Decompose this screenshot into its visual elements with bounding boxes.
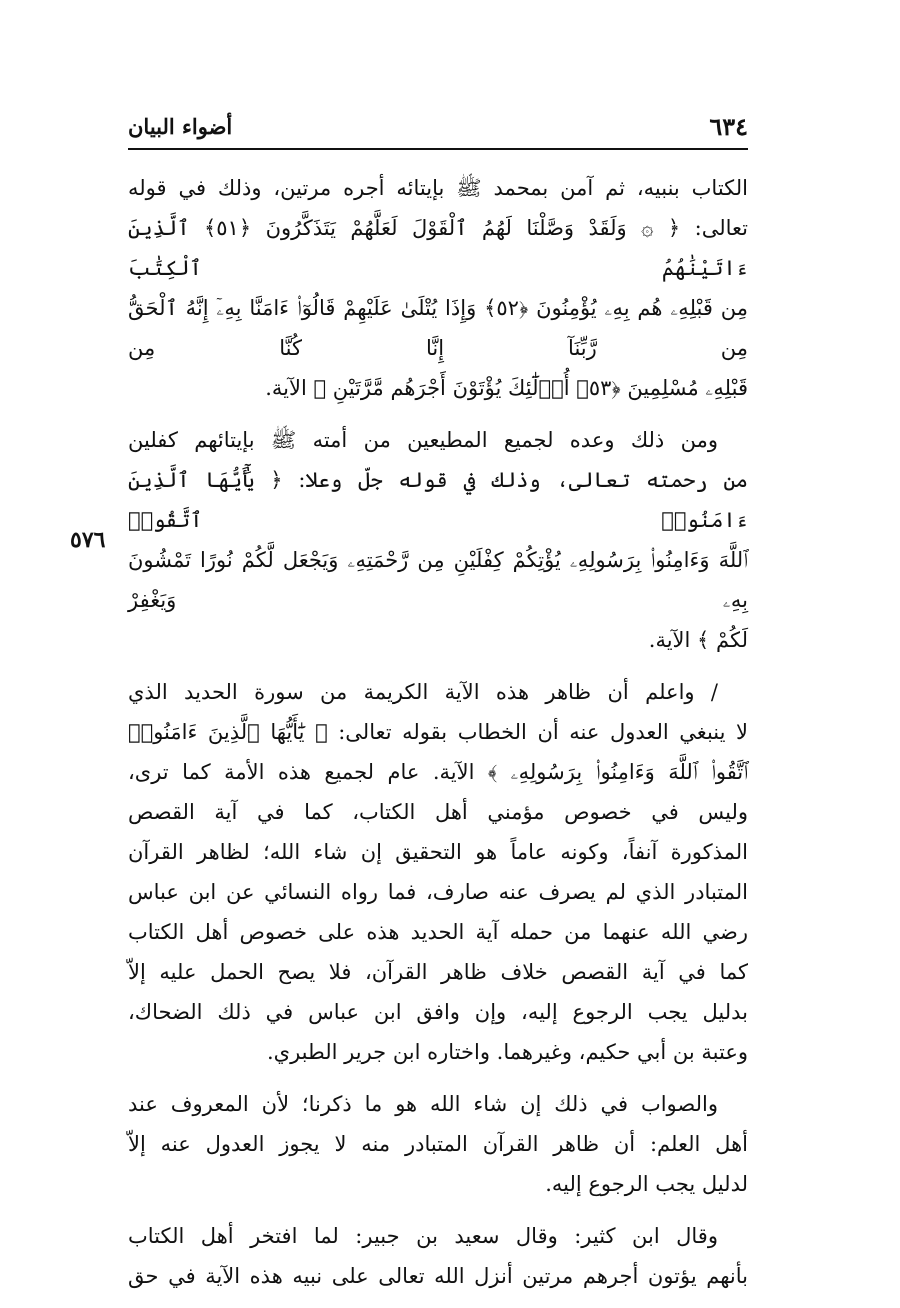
text-line: والصواب في ذلك إن شاء الله هو ما ذكرنا؛ لأن المعروف عند <box>128 1092 718 1116</box>
text-line: من رحمته تعالى، وذلك في قوله جلّ وعلا: ﴿ يَٰٓأَيُّهَا ٱلَّذِينَ ءَامَنُوا۟ ٱتَّقُوا۟ <box>128 468 748 532</box>
text-line: لَكُمْ ﴾ الآية. <box>648 628 748 652</box>
paragraph-2 <box>128 420 748 660</box>
paragraph-4 <box>128 1084 748 1204</box>
page-number: ٦٣٤ <box>709 112 748 141</box>
text-line: المتبادر الذي لم يصرف عنه صارف، فما رواه النسائي عن ابن عباس <box>128 880 748 904</box>
text-line: لا ينبغي العدول عنه أن الخطاب بقوله تعالى: ﴿ يَٰٓأَيُّهَا ٱلَّذِينَ ءَامَنُوا۟ <box>128 720 748 744</box>
margin-page-number: ٥٧٦ <box>70 527 106 553</box>
text-line: ٱتَّقُوا۟ ٱللَّهَ وَءَامِنُوا۟ بِرَسُولِهِۦ ﴾ الآية. عام لجميع هذه الأمة كما ترى، <box>128 760 748 784</box>
text-line: أهل العلم: أن ظاهر القرآن المتبادر منه لا يجوز العدول عنه إلاّ <box>128 1132 748 1156</box>
paragraph-3 <box>128 672 748 1072</box>
text-line: لدليل يجب الرجوع إليه. <box>545 1172 748 1196</box>
text-line: مِن قَبْلِهِۦ هُم بِهِۦ يُؤْمِنُونَ ﴿٥٢﴾ وَإِذَا يُتْلَىٰ عَلَيْهِمْ قَالُوٓا۟ ءَامَنَّا بِهِۦٓ إِنَّهُ ٱلْحَقُّ مِن رَّبِّنَآ إِنَّا كُنَّا مِن <box>128 296 748 360</box>
page-body <box>128 168 748 1308</box>
text-line: وعتبة بن أبي حكيم، وغيرهما. واختاره ابن جرير الطبري. <box>266 1040 748 1064</box>
text-line: بدليل يجب الرجوع إليه، وإن وافق ابن عباس في ذلك الضحاك، <box>128 1000 748 1024</box>
text-line: ومن ذلك وعده لجميع المطيعين من أمته ﷺ بإيتائهم كفلين <box>128 428 718 452</box>
book-title: أضواء البيان <box>128 114 233 139</box>
text-line: الكتاب بنبيه، ثم آمن بمحمد ﷺ بإيتائه أجره مرتين، وذلك في قوله <box>128 176 748 200</box>
paragraph-1 <box>128 168 748 408</box>
text-line: كما في آية القصص خلاف ظاهر القرآن، فلا يصح الحمل عليه إلاّ <box>128 960 748 984</box>
text-line: وقال ابن كثير: وقال سعيد بن جبير: لما افتخر أهل الكتاب <box>128 1224 718 1248</box>
text-line: تعالى: ﴿ ۞ وَلَقَدْ وَصَّلْنَا لَهُمُ ٱلْقَوْلَ لَعَلَّهُمْ يَتَذَكَّرُونَ ﴿٥١﴾ ٱلَّذِينَ ءَاتَيْنَٰهُمُ ٱلْكِتَٰبَ <box>128 216 748 280</box>
text-line: ٱللَّهَ وَءَامِنُوا۟ بِرَسُولِهِۦ يُؤْتِكُمْ كِفْلَيْنِ مِن رَّحْمَتِهِۦ وَيَجْعَل لَّكُمْ نُورًا تَمْشُونَ بِهِۦ وَيَغْفِرْ <box>128 548 748 612</box>
paragraph-5 <box>128 1216 748 1296</box>
text-line: / واعلم أن ظاهر هذه الآية الكريمة من سورة الحديد الذي <box>128 680 718 704</box>
page-header <box>128 112 748 150</box>
text-line: رضي الله عنهما من حمله آية الحديد هذه على خصوص أهل الكتاب <box>128 920 749 944</box>
text-line: بأنهم يؤتون أجرهم مرتين أنزل الله تعالى على نبيه هذه الآية في حق <box>128 1264 748 1288</box>
text-line: وليس في خصوص مؤمني أهل الكتاب، كما في آية القصص <box>128 800 748 824</box>
text-line: المذكورة آنفاً، وكونه عاماً هو التحقيق إن شاء الله؛ لظاهر القرآن <box>128 840 748 864</box>
text-line: قَبْلِهِۦ مُسْلِمِينَ ﴿٥٣﴾ أُو۟لَٰٓئِكَ يُؤْتَوْنَ أَجْرَهُم مَّرَّتَيْنِ ﴾ الآية. <box>265 376 748 400</box>
